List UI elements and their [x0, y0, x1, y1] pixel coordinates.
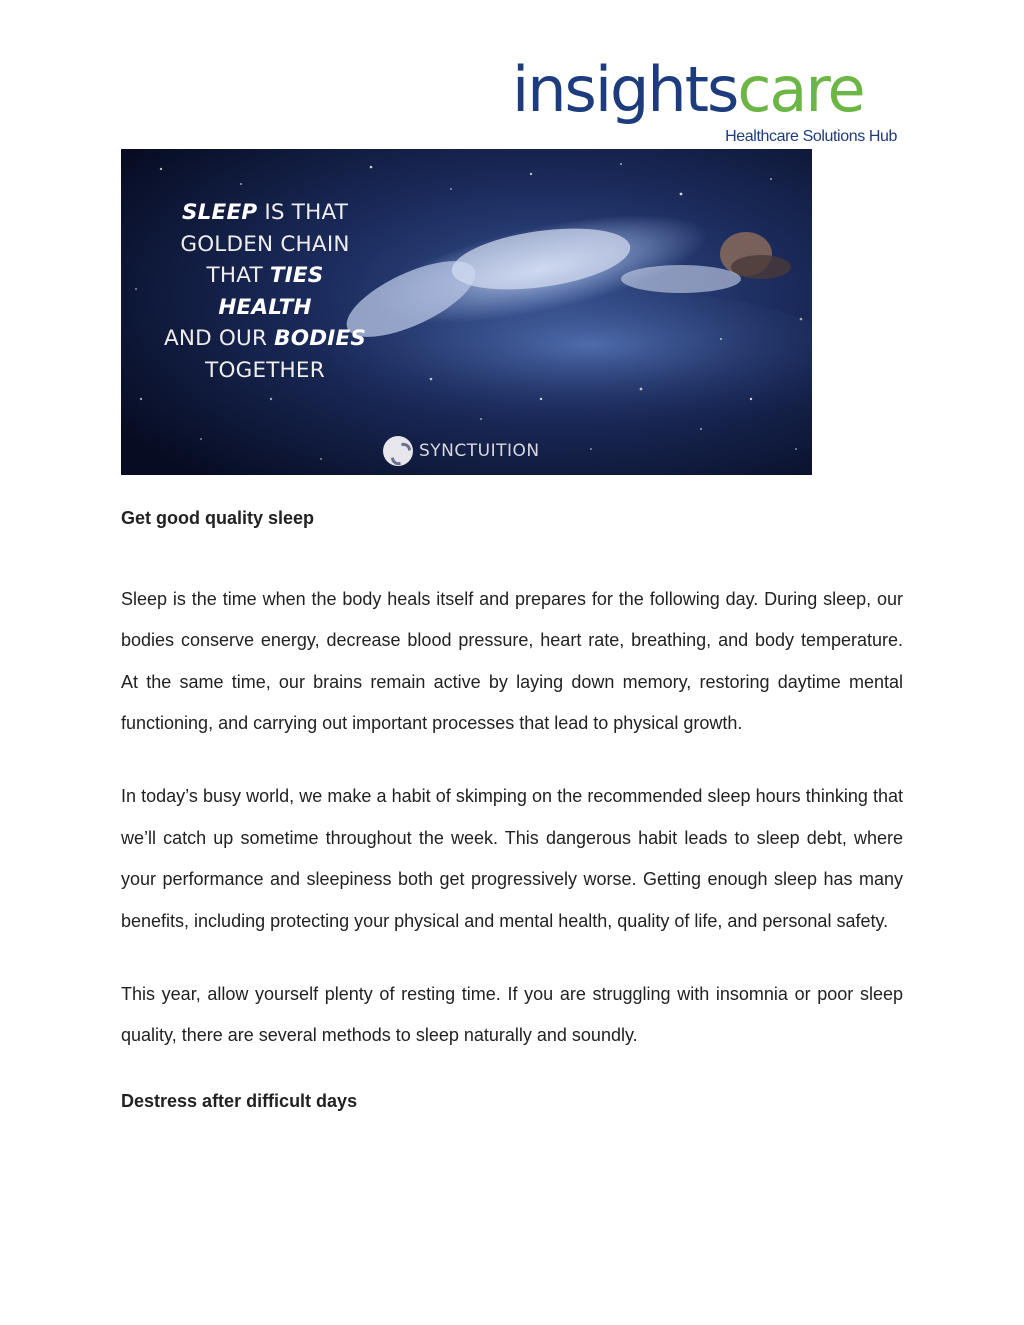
quote-part: BODIES	[274, 326, 367, 351]
paragraph: Sleep is the time when the body heals itself and prepares for the following day. During sleep, our bodies conserve energy, decrease blood pressure, heart rate, breathing, and body temperature. At the same time, our brains remain active by laying down memory, restoring daytime mental functioning, and carrying out important processes that lead to physical growth.	[121, 588, 903, 733]
logo-word-green: care	[737, 53, 864, 126]
logo-tagline: Healthcare Solutions Hub	[725, 128, 897, 145]
quote-part: TOGETHER	[205, 357, 325, 383]
synctuition-logo-icon	[383, 436, 413, 466]
hero-quote	[149, 197, 381, 386]
section-heading: Get good quality sleep	[121, 508, 315, 528]
quote-part: THAT	[206, 263, 270, 288]
quote-part: SLEEP	[181, 200, 258, 225]
synctuition-name: SYNCTUITION	[419, 441, 540, 461]
quote-part: TIES	[269, 263, 324, 288]
section-heading: Destress after difficult days	[121, 1091, 358, 1111]
quote-part: IS THAT	[257, 200, 349, 225]
synctuition-brand	[383, 436, 540, 466]
paragraph: This year, allow yourself plenty of resting time. If you are struggling with insomnia or poor sleep quality, there are several methods to sleep naturally and soundly.	[121, 983, 903, 1045]
logo-wordmark	[512, 50, 864, 130]
quote-part: GOLDEN CHAIN	[180, 231, 350, 257]
quote-part: HEALTH	[218, 294, 312, 320]
hero-image	[121, 149, 812, 475]
insightscare-logo	[512, 53, 907, 150]
quote-part: AND OUR	[163, 326, 275, 351]
article-body	[121, 505, 903, 1120]
logo-word-dark: insights	[512, 53, 738, 126]
paragraph: In today’s busy world, we make a habit of skimping on the recommended sleep hours thinking that we’ll catch up sometime throughout the week. This dangerous habit leads to sleep debt, where your performance and sleepiness both get progressively worse. Getting enough sleep has many benefits, including protecting your physical and mental health, quality of life, and personal safety.	[121, 786, 903, 931]
